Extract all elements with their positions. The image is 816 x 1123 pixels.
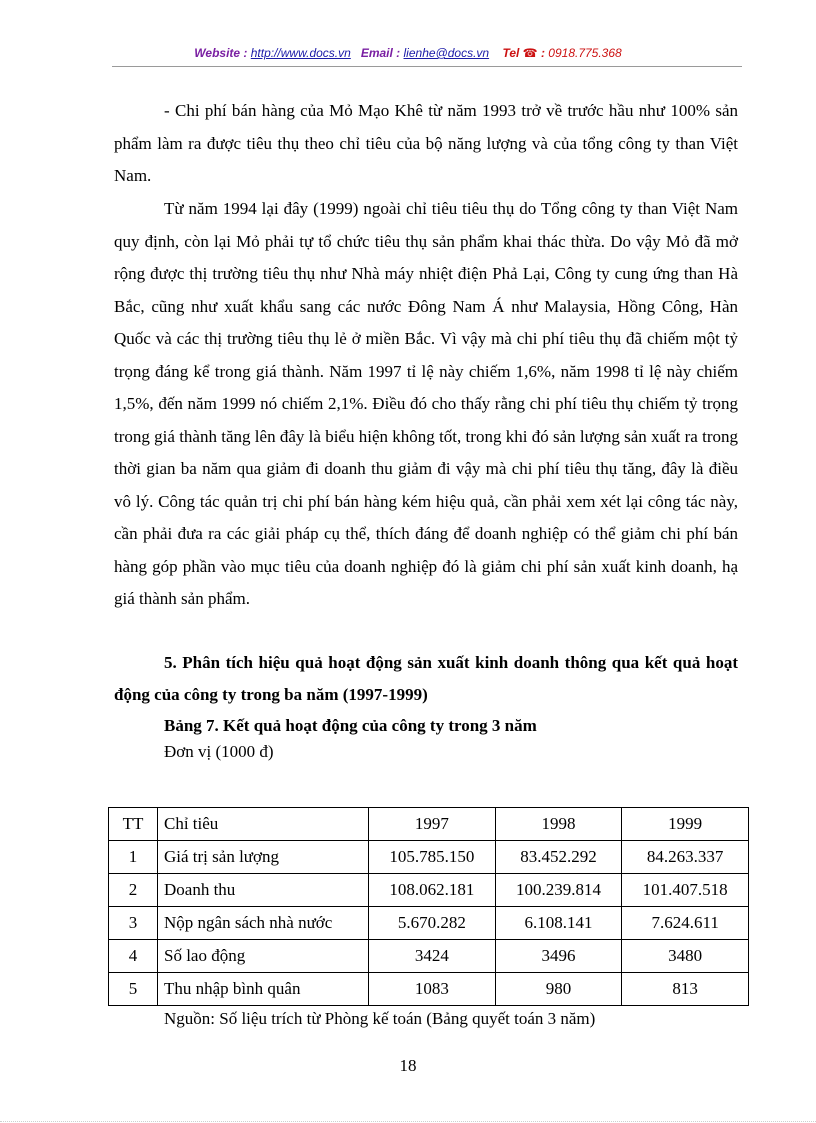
website-label: Website :	[194, 46, 248, 60]
results-table	[108, 807, 749, 1006]
row-number: 5	[109, 973, 158, 1006]
value-1999: 813	[622, 973, 749, 1006]
header-indicator: Chỉ tiêu	[158, 808, 369, 841]
value-1998: 980	[495, 973, 622, 1006]
value-1999: 7.624.611	[622, 907, 749, 940]
table-header-row	[109, 808, 749, 841]
row-indicator: Giá trị sản lượng	[158, 841, 369, 874]
value-1997: 3424	[369, 940, 496, 973]
page-header	[0, 46, 816, 60]
row-number: 3	[109, 907, 158, 940]
tel-value: 0918.775.368	[548, 46, 622, 60]
table-row	[109, 940, 749, 973]
page-number: 18	[399, 1056, 417, 1075]
value-1997: 5.670.282	[369, 907, 496, 940]
row-indicator: Nộp ngân sách nhà nước	[158, 907, 369, 940]
email-label: Email :	[360, 46, 401, 60]
row-number: 4	[109, 940, 158, 973]
header-1997: 1997	[369, 808, 496, 841]
value-1999: 3480	[622, 940, 749, 973]
value-1999: 101.407.518	[622, 874, 749, 907]
row-indicator: Số lao động	[158, 940, 369, 973]
header-1999: 1999	[622, 808, 749, 841]
table-row	[109, 841, 749, 874]
row-indicator: Thu nhập bình quân	[158, 973, 369, 1006]
header-divider	[112, 66, 742, 67]
tel-label: Tel ☎ :	[502, 46, 545, 60]
value-1997: 105.785.150	[369, 841, 496, 874]
website-link[interactable]: http://www.docs.vn	[250, 46, 351, 60]
value-1998: 3496	[495, 940, 622, 973]
paragraph-2: Từ năm 1994 lại đây (1999) ngoài chỉ tiêu tiêu thụ do Tổng công ty than Việt Nam quy định, còn lại Mỏ phải tự tổ chức tiêu thụ sản phẩm khai thác thừa. Do vậy Mỏ đã mở rộng được thị trường tiêu thụ như Nhà máy nhiệt điện Phả Lại, Công ty cung ứng than Hà Bắc, cũng như xuất khẩu sang các nước Đông Nam Á như Malaysia, Hồng Công, Hàn Quốc và các thị trường tiêu thụ lẻ ở miền Bắc. Vì vậy mà chi phí tiêu thụ đã chiếm một tỷ trọng đáng kể trong giá thành. Năm 1997 tỉ lệ này chiếm 1,6%, năm 1998 tỉ lệ này chiếm 1,5%, đến năm 1999 nó chiếm 2,1%. Điều đó cho thấy rằng chi phí tiêu thụ chiếm tỷ trọng trong giá thành tăng lên đây là biểu hiện không tốt, trong khi đó sản lượng sản xuất ra trong thời gian ba năm qua giảm đi doanh thu giảm đi vậy mà chi phí tiêu thụ tăng, đây là điều vô lý. Công tác quản trị chi phí bán hàng kém hiệu quả, cần phải xem xét lại công tác này, cần phải đưa ra các giải pháp cụ thể, thích đáng để doanh nghiệp có thể giảm chi phí bán hàng góp phần vào mục tiêu của doanh nghiệp đó là giảm chi phí sản xuất kinh doanh, hạ giá thành sản phẩm.	[114, 199, 738, 608]
row-indicator: Doanh thu	[158, 874, 369, 907]
value-1998: 6.108.141	[495, 907, 622, 940]
header-1998: 1998	[495, 808, 622, 841]
footer-divider	[0, 1121, 816, 1122]
email-link[interactable]: lienhe@docs.vn	[403, 46, 490, 60]
section-heading: 5. Phân tích hiệu quả hoạt động sản xuất kinh doanh thông qua kết quả hoạt động của công ty trong ba năm (1997-1999)	[114, 653, 738, 704]
value-1997: 108.062.181	[369, 874, 496, 907]
unit-label: Đơn vị (1000 đ)	[164, 742, 274, 761]
value-1997: 1083	[369, 973, 496, 1006]
value-1998: 83.452.292	[495, 841, 622, 874]
row-number: 1	[109, 841, 158, 874]
table-caption: Bảng 7. Kết quả hoạt động của công ty trong 3 năm	[164, 716, 537, 735]
row-number: 2	[109, 874, 158, 907]
paragraph-1: - Chi phí bán hàng của Mỏ Mạo Khê từ năm 1993 trở về trước hầu như 100% sản phẩm làm ra được tiêu thụ theo chỉ tiêu của bộ năng lượng và của tổng công ty than Việt Nam.	[114, 101, 738, 185]
table-row	[109, 907, 749, 940]
paragraph-1-block	[114, 95, 738, 193]
value-1998: 100.239.814	[495, 874, 622, 907]
table-row	[109, 874, 749, 907]
table-source-note: Nguồn: Số liệu trích từ Phòng kế toán (Bảng quyết toán 3 năm)	[164, 1009, 596, 1028]
paragraph-2-block	[114, 193, 738, 616]
table-row	[109, 973, 749, 1006]
header-tt: TT	[109, 808, 158, 841]
value-1999: 84.263.337	[622, 841, 749, 874]
